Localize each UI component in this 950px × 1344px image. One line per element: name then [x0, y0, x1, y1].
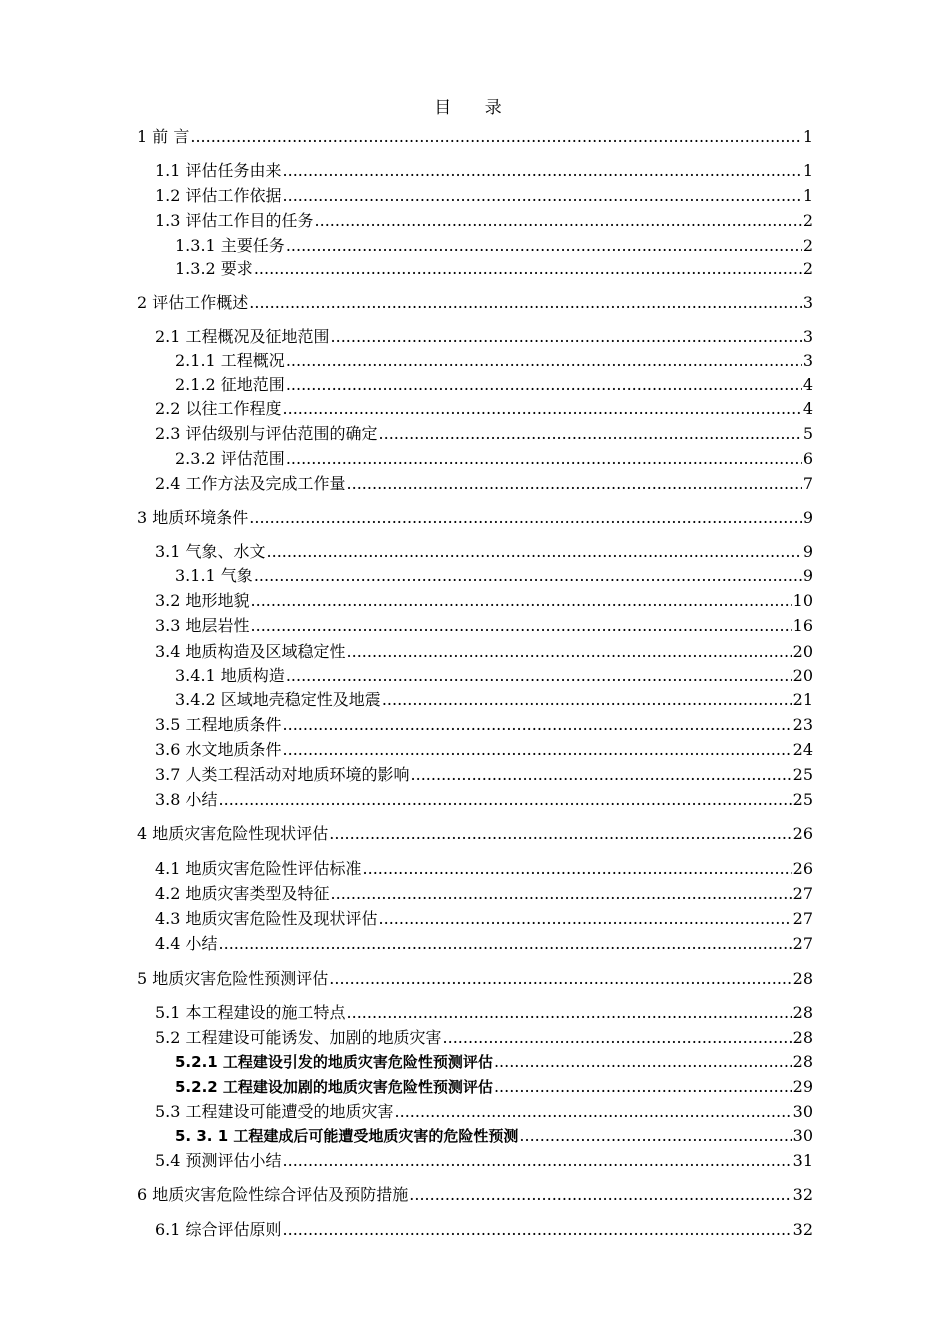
- toc-entry-page-number: 28: [792, 1028, 813, 1047]
- toc-entry-label: 1.1 评估任务由来: [155, 161, 282, 180]
- toc-dot-leader: [190, 126, 801, 148]
- toc-entry-page-number: 9: [802, 508, 813, 527]
- toc-entry: [0, 326, 813, 348]
- toc-entry: [0, 615, 813, 637]
- toc-dot-leader: [249, 507, 802, 529]
- toc-entry: [0, 374, 813, 396]
- toc-entry: [0, 858, 813, 880]
- toc-entry-page-number: 1: [802, 127, 813, 146]
- toc-entry-page-number: 5: [802, 424, 813, 443]
- toc-entry-label: 5.2 工程建设可能诱发、加剧的地质灾害: [155, 1028, 442, 1047]
- toc-dot-leader: [331, 883, 792, 905]
- toc-dot-leader: [519, 1125, 791, 1147]
- toc-entry-label: 5.2.1 工程建设引发的地质灾害危险性预测评估: [175, 1053, 493, 1071]
- toc-dot-leader: [347, 1002, 792, 1024]
- toc-dot-leader: [363, 858, 792, 880]
- toc-entry-label: 4.3 地质灾害危险性及现状评估: [155, 909, 378, 928]
- toc-entry-page-number: 28: [792, 1003, 813, 1022]
- toc-entry-page-number: 24: [792, 740, 813, 759]
- toc-entry: [0, 714, 813, 736]
- toc-dot-leader: [331, 326, 802, 348]
- toc-dot-leader: [249, 292, 802, 314]
- toc-entry-page-number: 27: [792, 934, 813, 953]
- toc-entry-label: 3.7 人类工程活动对地质环境的影响: [155, 765, 410, 784]
- toc-entry: [0, 789, 813, 811]
- toc-entry-page-number: 1: [802, 161, 813, 180]
- toc-dot-leader: [315, 210, 802, 232]
- toc-entry-label: 2.1 工程概况及征地范围: [155, 327, 330, 346]
- toc-entry-page-number: 28: [792, 1052, 813, 1071]
- toc-dot-leader: [283, 739, 792, 761]
- toc-entry: [0, 1101, 813, 1123]
- toc-entry: [0, 565, 813, 587]
- toc-entry-page-number: 16: [792, 616, 813, 635]
- toc-entry-label: 3.1 气象、水文: [155, 542, 266, 561]
- toc-dot-leader: [286, 665, 792, 687]
- toc-entry-page-number: 4: [802, 399, 813, 418]
- toc-entry-label: 2.1.1 工程概况: [175, 351, 285, 370]
- toc-entry-page-number: 29: [792, 1077, 813, 1096]
- toc-entry: [0, 507, 813, 529]
- toc-entry-label: 2.3.2 评估范围: [175, 449, 285, 468]
- toc-entry-label: 6 地质灾害危险性综合评估及预防措施: [137, 1185, 409, 1204]
- toc-dot-leader: [347, 641, 792, 663]
- toc-entry-label: 3.3 地层岩性: [155, 616, 250, 635]
- toc-entry-page-number: 30: [792, 1102, 813, 1121]
- toc-dot-leader: [219, 789, 792, 811]
- toc-entry-label: 1.3.1 主要任务: [175, 236, 285, 255]
- toc-entry: [0, 739, 813, 761]
- toc-entry: [0, 258, 813, 280]
- toc-dot-leader: [286, 350, 802, 372]
- toc-dot-leader: [267, 541, 802, 563]
- toc-dot-leader: [286, 448, 802, 470]
- toc-entry-label: 1.3 评估工作目的任务: [155, 211, 314, 230]
- toc-entry-page-number: 9: [802, 566, 813, 585]
- toc-entry-page-number: 27: [792, 884, 813, 903]
- toc-entry: [0, 448, 813, 470]
- toc-entry-label: 2 评估工作概述: [137, 293, 249, 312]
- toc-entry: [0, 473, 813, 495]
- toc-entry-page-number: 1: [802, 186, 813, 205]
- toc-entry-label: 3.4 地质构造及区域稳定性: [155, 642, 346, 661]
- toc-entry-label: 4 地质灾害危险性现状评估: [137, 824, 329, 843]
- toc-entry: [0, 350, 813, 372]
- toc-entry-label: 4.2 地质灾害类型及特征: [155, 884, 330, 903]
- toc-entry-label: 3.6 水文地质条件: [155, 740, 282, 759]
- toc-entry: [0, 1002, 813, 1024]
- toc-entry-page-number: 3: [802, 351, 813, 370]
- toc-entry-page-number: 32: [792, 1185, 813, 1204]
- toc-entry-page-number: 2: [802, 259, 813, 278]
- toc-dot-leader: [283, 1219, 792, 1241]
- toc-dot-leader: [379, 908, 792, 930]
- toc-dot-leader: [286, 235, 802, 257]
- toc-entry-label: 2.4 工作方法及完成工作量: [155, 474, 346, 493]
- toc-entry-label: 3.2 地形地貌: [155, 591, 250, 610]
- toc-dot-leader: [494, 1051, 792, 1073]
- toc-entry: [0, 398, 813, 420]
- toc-dot-leader: [329, 968, 791, 990]
- toc-entry-page-number: 20: [792, 666, 813, 685]
- toc-dot-leader: [219, 933, 792, 955]
- toc-entry-label: 5 地质灾害危险性预测评估: [137, 969, 329, 988]
- toc-dot-leader: [494, 1076, 792, 1098]
- toc-entry-page-number: 26: [792, 824, 813, 843]
- toc-entry-page-number: 7: [802, 474, 813, 493]
- toc-entry: [0, 126, 813, 148]
- toc-entry: [0, 908, 813, 930]
- toc-entry: [0, 883, 813, 905]
- toc-entry: [0, 541, 813, 563]
- toc-entry: [0, 689, 813, 711]
- toc-entry-page-number: 23: [792, 715, 813, 734]
- toc-entry-label: 5.3 工程建设可能遭受的地质灾害: [155, 1102, 394, 1121]
- toc-entry-page-number: 26: [792, 859, 813, 878]
- toc-entry-page-number: 25: [792, 765, 813, 784]
- toc-entry-page-number: 2: [802, 211, 813, 230]
- toc-dot-leader: [283, 1150, 792, 1172]
- toc-entry-page-number: 27: [792, 909, 813, 928]
- toc-entry: [0, 1184, 813, 1206]
- toc-dot-leader: [329, 823, 791, 845]
- toc-entry: [0, 423, 813, 445]
- toc-entry-page-number: 31: [792, 1151, 813, 1170]
- toc-entry-label: 5.1 本工程建设的施工特点: [155, 1003, 346, 1022]
- toc-entry-label: 5.4 预测评估小结: [155, 1151, 282, 1170]
- toc-entry-label: 2.2 以往工作程度: [155, 399, 282, 418]
- toc-entry-page-number: 10: [792, 591, 813, 610]
- toc-entry-page-number: 21: [792, 690, 813, 709]
- toc-entry-page-number: 4: [802, 375, 813, 394]
- toc-entry-label: 4.1 地质灾害危险性评估标准: [155, 859, 362, 878]
- toc-entry-label: 3.4.2 区域地壳稳定性及地震: [175, 690, 381, 709]
- toc-entry-page-number: 2: [802, 236, 813, 255]
- toc-dot-leader: [251, 590, 792, 612]
- toc-dot-leader: [254, 258, 802, 280]
- toc-entry: [0, 235, 813, 257]
- toc-entry-label: 3 地质环境条件: [137, 508, 249, 527]
- toc-entry: [0, 292, 813, 314]
- toc-dot-leader: [411, 764, 792, 786]
- toc-dot-leader: [283, 398, 802, 420]
- toc-dot-leader: [379, 423, 802, 445]
- toc-entry-label: 1.3.2 要求: [175, 259, 253, 278]
- toc-dot-leader: [251, 615, 792, 637]
- toc-entry-page-number: 9: [802, 542, 813, 561]
- toc-dot-leader: [395, 1101, 792, 1123]
- toc-entry-page-number: 25: [792, 790, 813, 809]
- toc-entry: [0, 185, 813, 207]
- toc-entry: [0, 160, 813, 182]
- toc-entry: [0, 590, 813, 612]
- toc-entry-label: 3.4.1 地质构造: [175, 666, 285, 685]
- toc-entry: [0, 210, 813, 232]
- toc-dot-leader: [283, 185, 802, 207]
- toc-entry-page-number: 6: [802, 449, 813, 468]
- toc-dot-leader: [382, 689, 792, 711]
- toc-dot-leader: [409, 1184, 791, 1206]
- toc-entry-label: 2.3 评估级别与评估范围的确定: [155, 424, 378, 443]
- toc-title: 目 录: [434, 98, 516, 118]
- toc-entry: [0, 823, 813, 845]
- toc-entry: [0, 665, 813, 687]
- toc-entry-label: 6.1 综合评估原则: [155, 1220, 282, 1239]
- toc-dot-leader: [283, 160, 802, 182]
- toc-dot-leader: [254, 565, 802, 587]
- toc-entry-label: 5. 3. 1 工程建成后可能遭受地质灾害的危险性预测: [175, 1127, 519, 1145]
- toc-entry: [0, 1125, 813, 1147]
- toc-entry-page-number: 30: [792, 1126, 813, 1145]
- toc-entry: [0, 764, 813, 786]
- toc-entry-label: 5.2.2 工程建设加剧的地质灾害危险性预测评估: [175, 1078, 493, 1096]
- toc-entry: [0, 1051, 813, 1073]
- toc-dot-leader: [286, 374, 802, 396]
- toc-entry: [0, 933, 813, 955]
- toc-entry-label: 3.8 小结: [155, 790, 218, 809]
- toc-entry-label: 1 前 言: [137, 127, 190, 146]
- toc-entry-label: 2.1.2 征地范围: [175, 375, 285, 394]
- toc-dot-leader: [347, 473, 802, 495]
- toc-entry-page-number: 28: [792, 969, 813, 988]
- toc-entry-label: 4.4 小结: [155, 934, 218, 953]
- toc-dot-leader: [443, 1027, 792, 1049]
- toc-dot-leader: [283, 714, 792, 736]
- toc-entry-page-number: 32: [792, 1220, 813, 1239]
- toc-entry-page-number: 3: [802, 293, 813, 312]
- toc-entry: [0, 641, 813, 663]
- toc-entry: [0, 1027, 813, 1049]
- toc-entry: [0, 968, 813, 990]
- toc-entry: [0, 1076, 813, 1098]
- toc-entry-page-number: 3: [802, 327, 813, 346]
- toc-entry-label: 3.1.1 气象: [175, 566, 253, 585]
- toc-entry-label: 1.2 评估工作依据: [155, 186, 282, 205]
- toc-entry-label: 3.5 工程地质条件: [155, 715, 282, 734]
- toc-entry-page-number: 20: [792, 642, 813, 661]
- toc-entry: [0, 1150, 813, 1172]
- toc-entry: [0, 1219, 813, 1241]
